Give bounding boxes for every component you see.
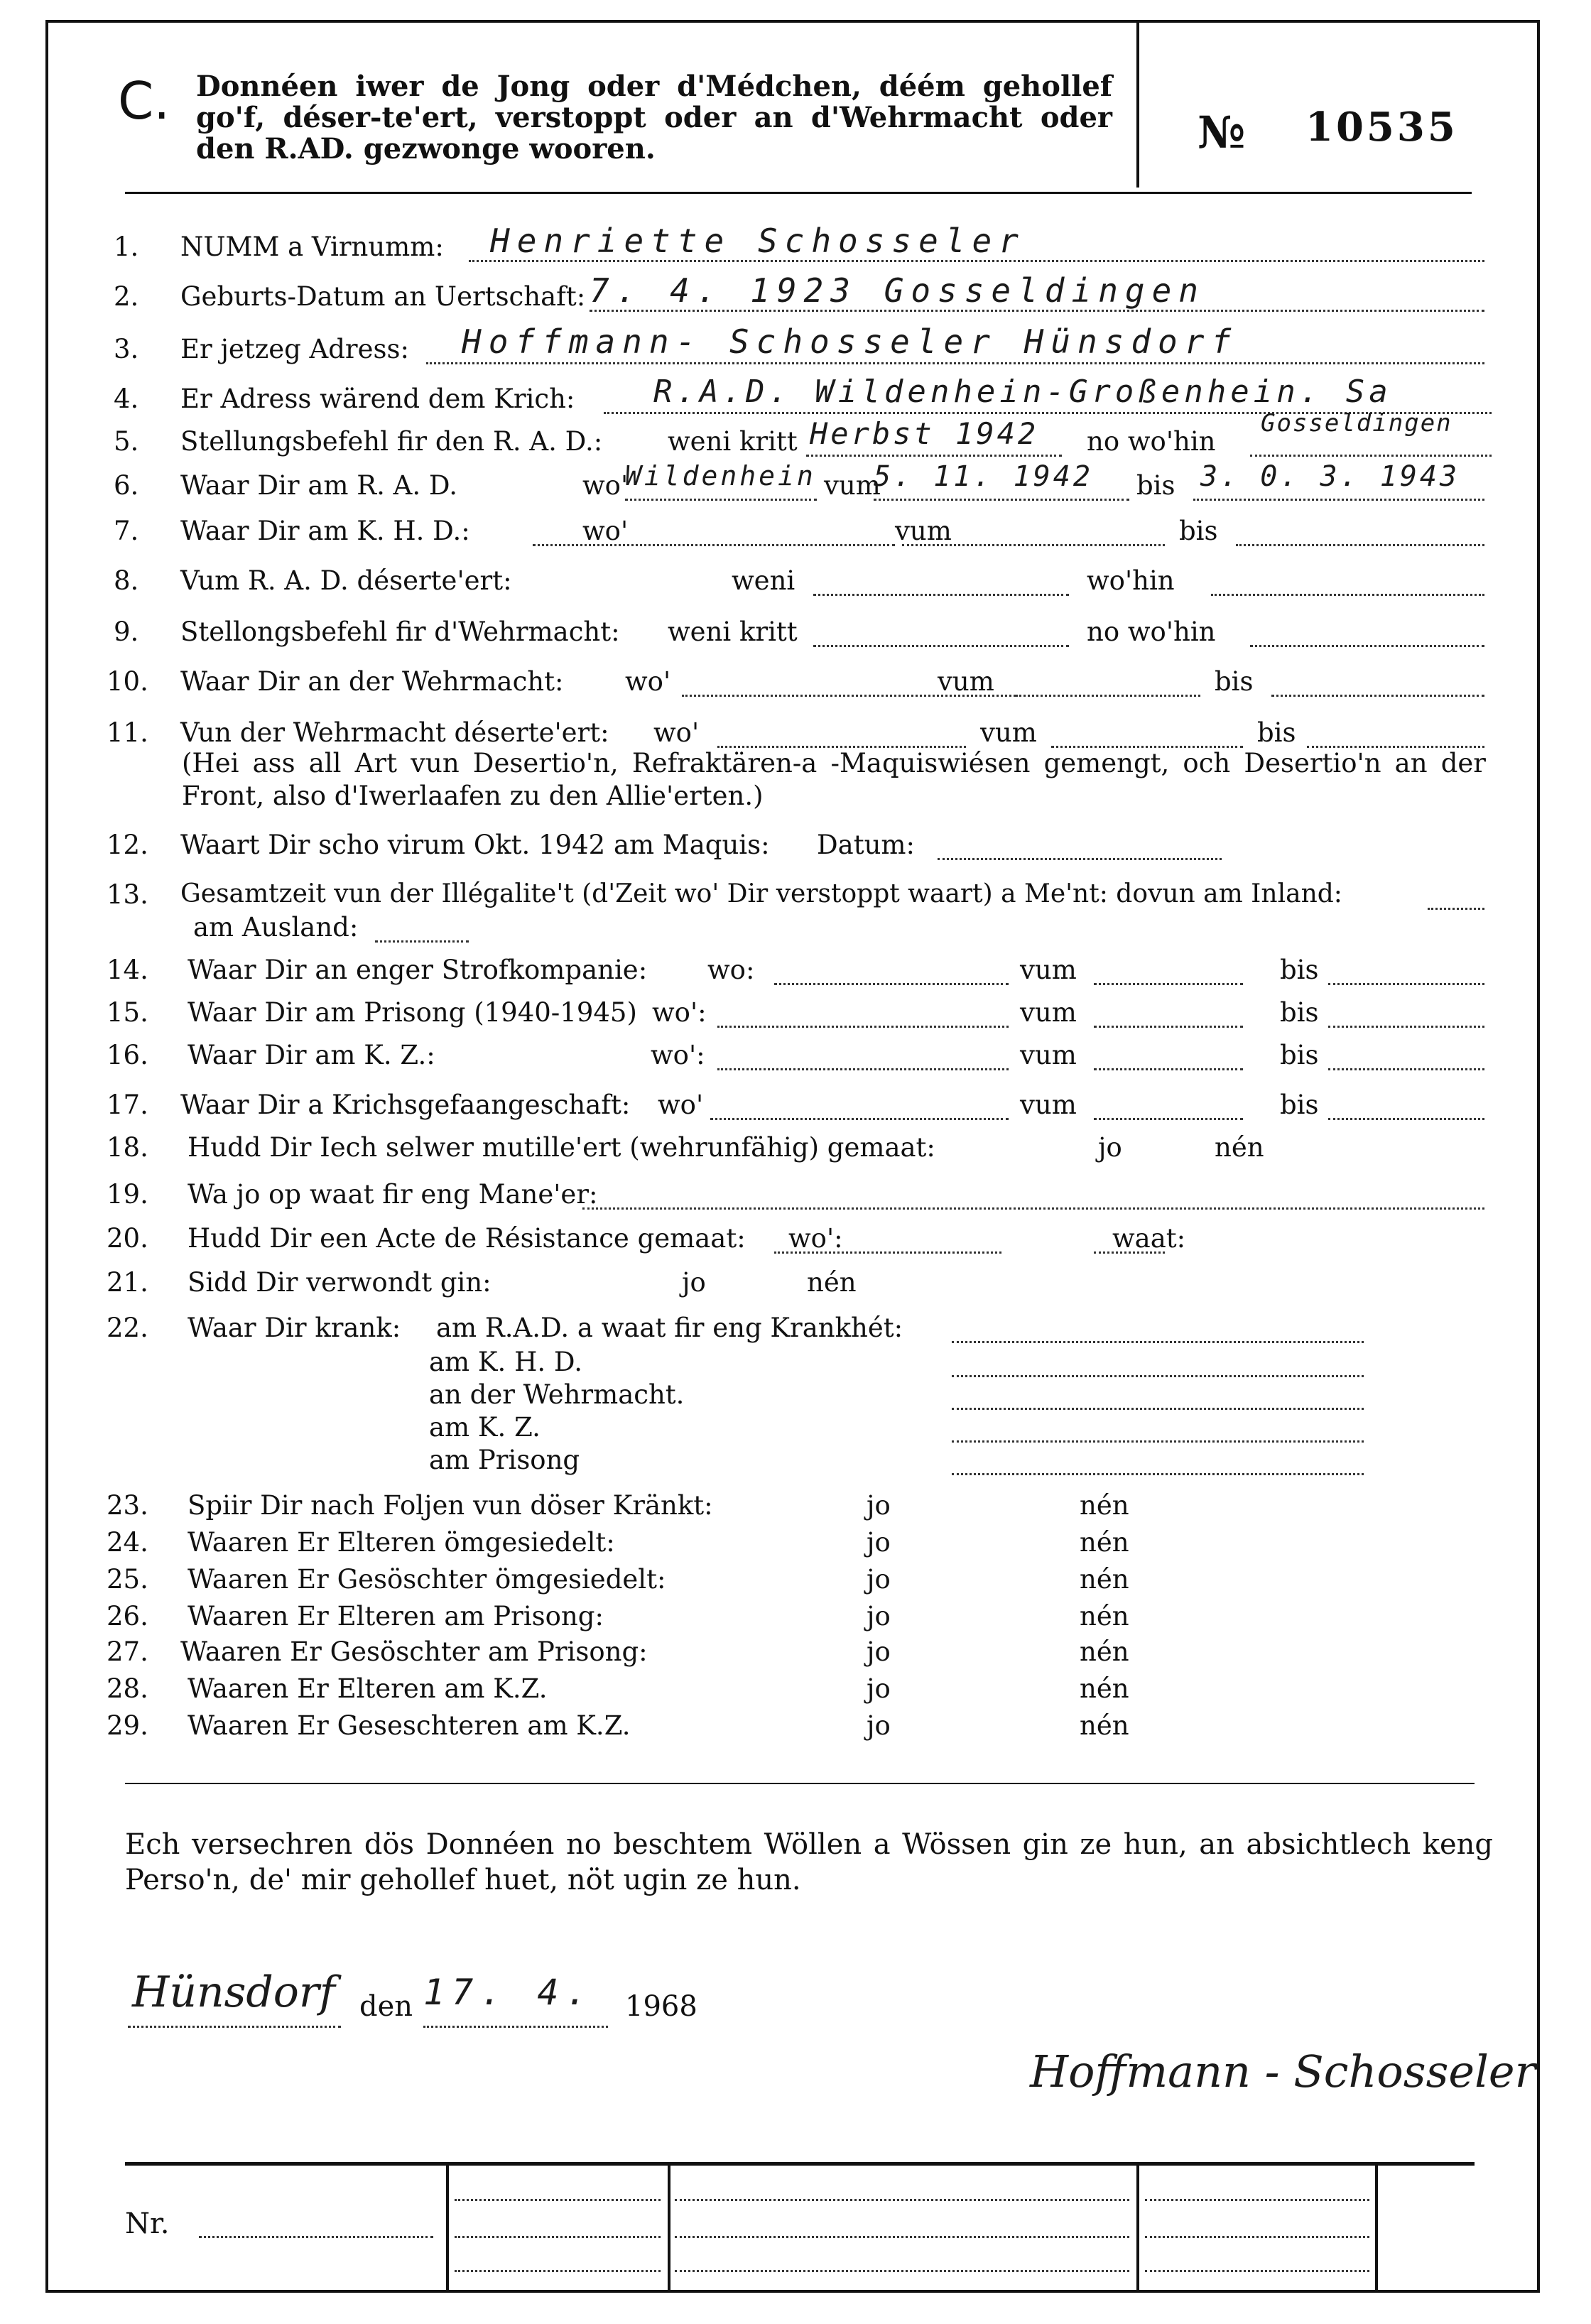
year-label: 1968 [625, 1990, 697, 2023]
field-label-1: NUMM a Virnumm: [180, 232, 444, 262]
field-label-28: Waaren Er Elteren am K.Z. [188, 1673, 548, 1704]
footer-rule [125, 2162, 1475, 2166]
option-yes-29: jo [867, 1710, 891, 1741]
field-line-22e[interactable] [952, 1473, 1364, 1475]
footer-col-3 [1136, 2162, 1139, 2293]
footer-cell-3c[interactable] [1145, 2270, 1369, 2272]
field-label-12: Waart Dir scho virum Okt. 1942 am Maquis: [180, 830, 770, 860]
footer-cell-1c[interactable] [455, 2270, 661, 2272]
option-yes-23: jo [867, 1490, 891, 1521]
footer-cell-1b[interactable] [455, 2236, 661, 2238]
footer-cell-2b[interactable] [675, 2236, 1129, 2238]
field-label-6: Waar Dir am R. A. D. [180, 470, 457, 501]
den-label: den [359, 1990, 413, 2023]
field-label-25: Waaren Er Gesöschter ömgesiedelt: [188, 1564, 666, 1595]
option-no-18: nén [1215, 1132, 1264, 1163]
field-line-10b[interactable] [1016, 695, 1200, 697]
field-line-10c[interactable] [1271, 695, 1484, 697]
field-label-4: Er Adress wärend dem Krich: [180, 384, 575, 414]
field-value-rad-to: 3. 0. 3. 1943 [1200, 460, 1460, 493]
declaration-text: Ech versechren dös Donnéen no beschtem Wöllen a Wössen gin ze hun, an absichtlech keng Perso'n, de' mir gehollef huet, nöt ugin ze hun. [125, 1828, 1493, 1896]
field-label-26: Waaren Er Elteren am Prisong: [188, 1601, 604, 1631]
field-label-9: Stellongsbefehl fir d'Wehrmacht: [180, 617, 620, 647]
header-divider [1136, 20, 1139, 188]
option-no-26: nén [1080, 1601, 1129, 1631]
option-no-29: nén [1080, 1710, 1129, 1741]
option-yes-24: jo [867, 1527, 891, 1558]
option-no-27: nén [1080, 1636, 1129, 1667]
option-no-21: nén [807, 1267, 857, 1298]
number-symbol: № [1198, 107, 1246, 158]
field-value-rad-from: 5. 11. 1942 [874, 460, 1093, 493]
field-line-6a[interactable] [625, 499, 817, 501]
field-line-1[interactable] [469, 260, 1484, 262]
field-line-13b[interactable] [375, 940, 469, 943]
field-line-6c[interactable] [1193, 499, 1484, 501]
field-label-13: Gesamtzeit vun der Illégalite't (d'Zeit wo' Dir verstoppt waart) a Me'nt: dovun am Inland: [180, 879, 1342, 908]
field-line-14c[interactable] [1328, 983, 1484, 985]
field-line-8a[interactable] [813, 594, 1069, 596]
field-value-birth: 7. 4. 1923 Gosseldingen [590, 271, 1205, 310]
signature: Hoffmann - Schosseler [1030, 2046, 1536, 2097]
place-value: Hünsdorf [132, 1967, 335, 2017]
field-line-10a[interactable] [682, 695, 1016, 697]
field-line-15c[interactable] [1328, 1026, 1484, 1028]
field-line-14b[interactable] [1094, 983, 1243, 985]
field-label-27: Waaren Er Gesöschter am Prisong: [180, 1636, 648, 1667]
field-label-7: Waar Dir am K. H. D.: [180, 516, 470, 546]
option-yes-21: jo [682, 1267, 706, 1298]
field-note-11: (Hei ass all Art vun Desertio'n, Refraktären-a -Maquiswiésen gemengt, och Desertio'n an der Front, also d'Iwerlaafen zu den Allie'erten.) [182, 748, 1486, 811]
field-label-21: Sidd Dir verwondt gin: [188, 1267, 492, 1298]
field-label-29: Waaren Er Geseschteren am K.Z. [188, 1710, 631, 1741]
field-line-9a[interactable] [813, 645, 1069, 647]
field-line-15a[interactable] [717, 1026, 1009, 1028]
field-line-8b[interactable] [1211, 594, 1484, 596]
field-line-19[interactable] [582, 1207, 1484, 1210]
date-value: 17. 4. [423, 1972, 594, 2013]
field-label-24: Waaren Er Elteren ömgesiedelt: [188, 1527, 615, 1558]
field-line-17a[interactable] [710, 1118, 1009, 1120]
field-line-17b[interactable] [1094, 1118, 1243, 1120]
field-line-9b[interactable] [1250, 645, 1484, 647]
field-line-2[interactable] [590, 310, 1484, 312]
place-line[interactable] [128, 2026, 341, 2028]
field-value-rad-order-where: Gosseldingen [1261, 409, 1452, 438]
field-label-5: Stellungsbefehl fir den R. A. D.: [180, 426, 603, 457]
option-yes-28: jo [867, 1673, 891, 1704]
footer-cell-1a[interactable] [455, 2199, 661, 2201]
field-label-2: Geburts-Datum an Uertschaft: [180, 281, 586, 312]
option-no-28: nén [1080, 1673, 1129, 1704]
field-value-war-address: R.A.D. Wildenhein-Großenhein. Sa [653, 374, 1392, 410]
field-label-22: Waar Dir krank: [188, 1313, 401, 1343]
section-letter: C. [118, 71, 170, 131]
field-label-8: Vum R. A. D. déserte'ert: [180, 565, 512, 596]
field-value-address: Hoffmann- Schosseler Hünsdorf [462, 322, 1239, 361]
field-line-22b[interactable] [952, 1375, 1364, 1377]
header-rule [125, 192, 1472, 194]
field-line-5b[interactable] [1250, 455, 1492, 457]
field-line-20a[interactable] [774, 1251, 1001, 1254]
option-yes-27: jo [867, 1636, 891, 1667]
field-label-19: Wa jo op waat fir eng Mane'er: [188, 1179, 598, 1210]
field-value-rad-order-when: Herbst 1942 [810, 416, 1039, 451]
nr-label: Nr. [125, 2208, 170, 2240]
option-no-25: nén [1080, 1564, 1129, 1595]
field-label-14: Waar Dir an enger Strofkompanie: [188, 955, 648, 985]
field-line-22d[interactable] [952, 1440, 1364, 1443]
field-line-15b[interactable] [1094, 1026, 1243, 1028]
footer-cell-2a[interactable] [675, 2199, 1129, 2201]
footer-cell-3a[interactable] [1145, 2199, 1369, 2201]
field-label-17: Waar Dir a Krichsgefaangeschaft: [180, 1090, 631, 1120]
option-yes-18: jo [1098, 1132, 1122, 1163]
field-label-15: Waar Dir am Prisong (1940-1945) [188, 997, 637, 1028]
field-label-18: Hudd Dir Iech selwer mutille'ert (wehrunfähig) gemaat: [188, 1132, 935, 1163]
field-label-3: Er jetzeg Adress: [180, 334, 409, 364]
field-line-5a[interactable] [806, 455, 1062, 457]
field-label-11: Vun der Wehrmacht déserte'ert: [180, 717, 609, 748]
option-no-24: nén [1080, 1527, 1129, 1558]
form-title: Donnéen iwer de Jong oder d'Médchen, déém gehollef go'f, déser-te'ert, verstoppt oder an d'Wehrmacht oder den R.AD. gezwonge wooren. [196, 70, 1112, 165]
field-value-name: Henriette Schosseler [490, 222, 1026, 260]
field-line-3[interactable] [426, 362, 1484, 364]
field-line-14a[interactable] [774, 983, 1009, 985]
nr-line[interactable] [199, 2236, 433, 2238]
field-line-12[interactable] [938, 858, 1222, 860]
option-no-23: nén [1080, 1490, 1129, 1521]
field-line-16a[interactable] [717, 1068, 1009, 1070]
footer-cell-2c[interactable] [675, 2270, 1129, 2272]
field-line-22c[interactable] [952, 1408, 1364, 1410]
option-yes-26: jo [867, 1601, 891, 1631]
footer-col-1 [446, 2162, 449, 2293]
field-label-23: Spiir Dir nach Foljen vun döser Kränkt: [188, 1490, 713, 1521]
field-line-7c[interactable] [1236, 544, 1484, 546]
form-number: 10535 [1305, 104, 1458, 151]
field-line-20b[interactable] [1094, 1251, 1165, 1254]
footer-col-2 [668, 2162, 670, 2293]
field-line-22a[interactable] [952, 1341, 1364, 1343]
field-label-16: Waar Dir am K. Z.: [188, 1040, 435, 1070]
field-line-13a[interactable] [1428, 908, 1484, 910]
field-line-16b[interactable] [1094, 1068, 1243, 1070]
date-line[interactable] [423, 2026, 608, 2028]
field-value-rad-where: Wildenhein [625, 460, 816, 492]
option-yes-25: jo [867, 1564, 891, 1595]
field-line-7a[interactable] [533, 544, 895, 546]
field-label-10: Waar Dir an der Wehrmacht: [180, 666, 564, 697]
field-line-6b[interactable] [874, 499, 1129, 501]
field-label-20: Hudd Dir een Acte de Résistance gemaat: [188, 1223, 746, 1254]
field-line-16c[interactable] [1328, 1068, 1484, 1070]
field-line-7b[interactable] [902, 544, 1165, 546]
footer-col-4 [1375, 2162, 1378, 2293]
section-rule [125, 1783, 1475, 1784]
footer-cell-3b[interactable] [1145, 2236, 1369, 2238]
field-line-17c[interactable] [1328, 1118, 1484, 1120]
